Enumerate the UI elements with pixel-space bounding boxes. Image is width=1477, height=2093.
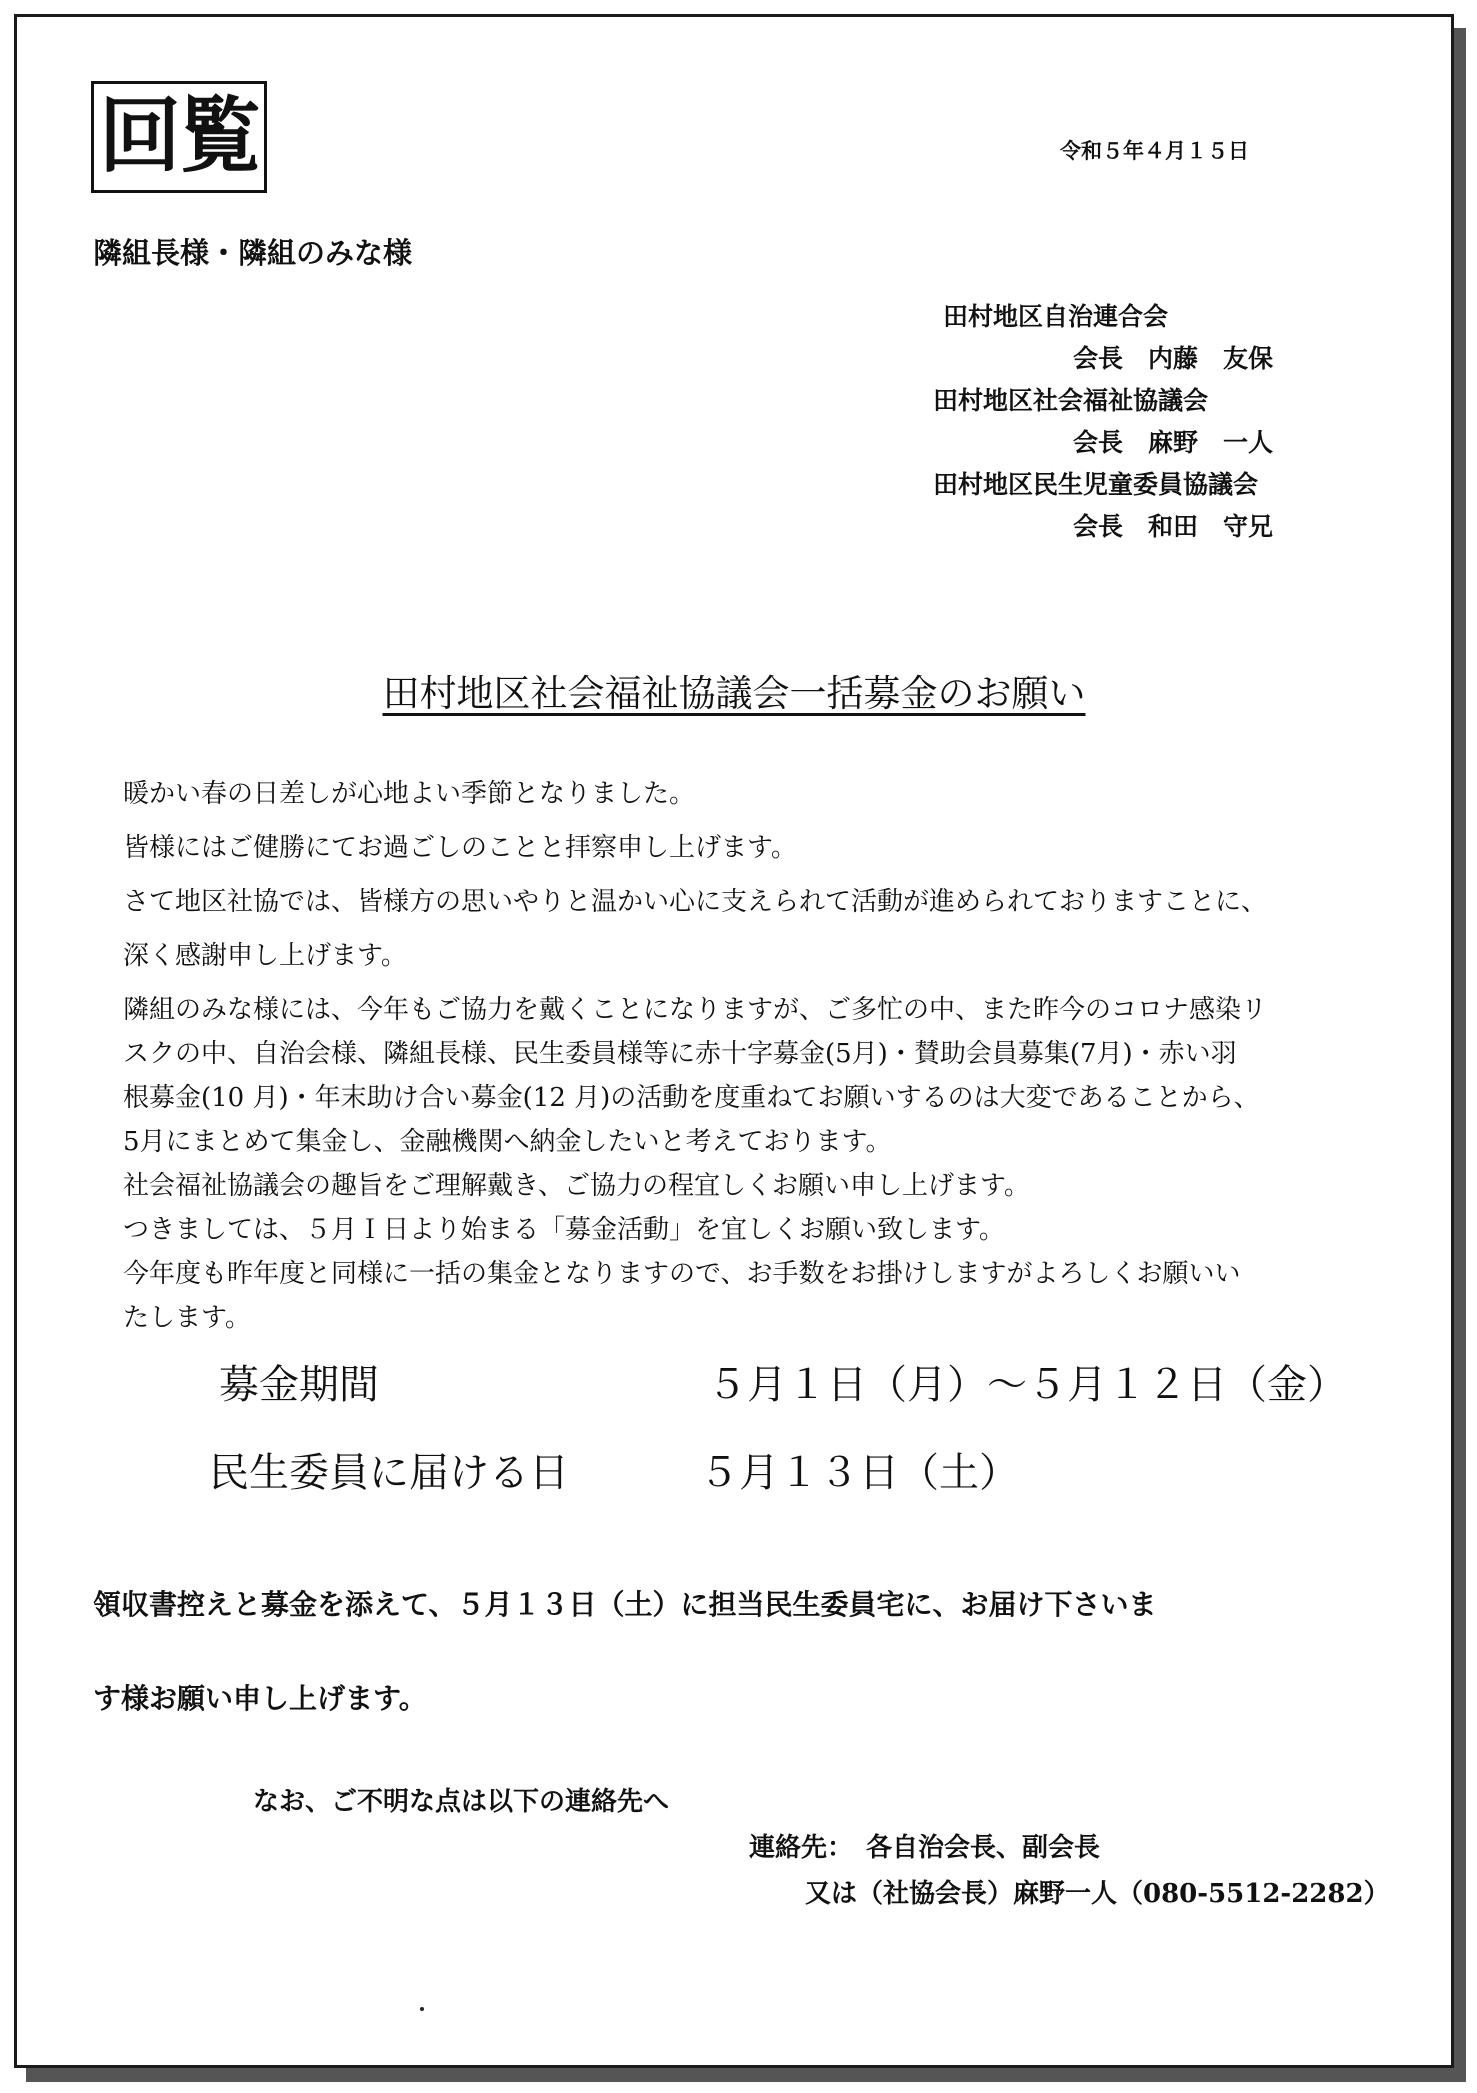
sender-org: 田村地区自治連合会 (943, 302, 1169, 331)
delivery-date-value: ５月１３日（土） (699, 1450, 1019, 1496)
body-line: スクの中、自治会様、隣組長様、民生委員様等に赤十字募金(5月)・賛助会員募集(7月)・赤い羽 (123, 1039, 1237, 1069)
scan-speck (420, 2007, 424, 2011)
delivery-date-label: 民生委員に届ける日 (209, 1450, 569, 1496)
addressee: 隣組長様・隣組のみな様 (93, 236, 413, 270)
body-line: つきましては、５月Ｉ日より始まる「募金活動」を宜しくお願い致します。 (123, 1215, 1005, 1245)
request-line: 領収書控えと募金を添えて、５月１３日（土）に担当民生委員宅に、お届け下さいま (93, 1588, 1157, 1621)
sender-org: 田村地区社会福祉協議会 (933, 386, 1209, 415)
body-line: 隣組のみな様には、今年もご協力を戴くことになりますが、ご多忙の中、また昨今のコロナ感染リ (123, 995, 1268, 1025)
body-line: 今年度も昨年度と同様に一括の集金となりますので、お手数をお掛けしますがよろしくお願いい (123, 1259, 1241, 1289)
body-line: 深く感謝申し上げます。 (123, 941, 407, 971)
sender-chair: 会長 麻野 一人 (1073, 428, 1274, 457)
kairan-stamp: 回覧 (91, 81, 267, 193)
sender-chair: 会長 内藤 友保 (1073, 344, 1274, 373)
body-line: 5月にまとめて集金し、金融機関へ納金したいと考えております。 (123, 1127, 892, 1157)
circular-notice-page (14, 14, 1454, 2068)
document-title: 田村地区社会福祉協議会一括募金のお願い (382, 672, 1086, 715)
issue-date: 令和５年４月１５日 (1060, 138, 1249, 163)
sender-chair: 会長 和田 守兄 (1073, 512, 1274, 541)
body-line: 暖かい春の日差しが心地よい季節となりました。 (123, 779, 696, 809)
request-line: す様お願い申し上げます。 (93, 1682, 427, 1715)
contact-primary: 連絡先： 各自治会長、副会長 (749, 1833, 1101, 1863)
body-line: 皆様にはご健勝にてお過ごしのことと拝察申し上げます。 (123, 833, 797, 863)
sender-org: 田村地区民生児童委員協議会 (933, 470, 1259, 499)
body-line: 社会福祉協議会の趣旨をご理解戴き、ご協力の程宜しくお願い申し上げます。 (123, 1171, 1030, 1201)
contact-secondary: 又は（社協会長）麻野一人（080-5512-2282） (805, 1879, 1390, 1909)
body-line: さて地区社協では、皆様方の思いやりと温かい心に支えられて活動が進められておりますことに、 (123, 887, 1268, 917)
fundraising-period-label: 募金期間 (219, 1362, 379, 1408)
contact-note: なお、ご不明な点は以下の連絡先へ (253, 1787, 670, 1817)
body-line: たします。 (123, 1303, 251, 1333)
fundraising-period-value: ５月１日（月）～５月１２日（金） (707, 1362, 1347, 1408)
body-line: 根募金(10 月)・年末助け合い募金(12 月)の活動を度重ねてお願いするのは大変であることから、 (123, 1083, 1260, 1113)
